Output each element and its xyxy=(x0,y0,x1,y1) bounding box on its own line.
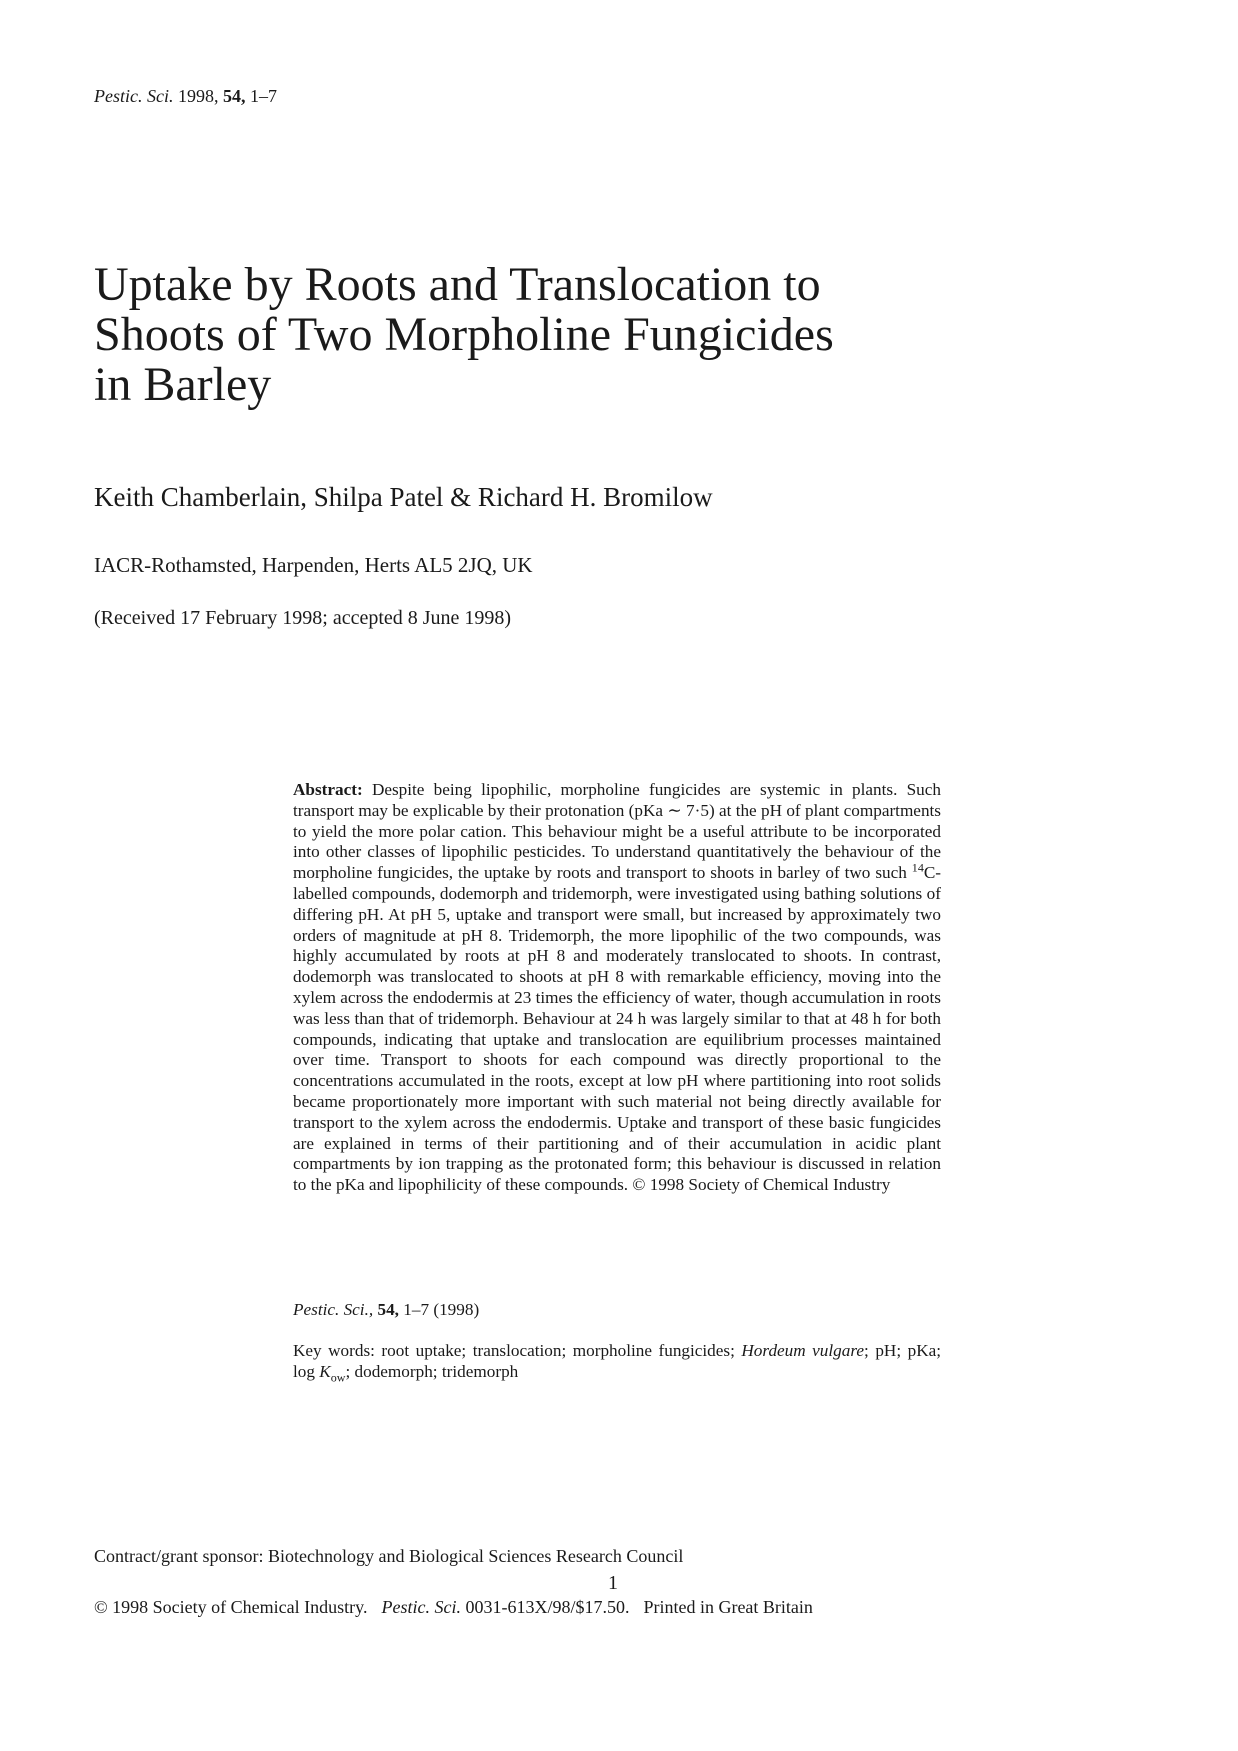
journal-header xyxy=(94,86,277,107)
keywords-text-1: Key words: root uptake; translocation; morpholine fungicides; xyxy=(293,1341,735,1360)
article-title xyxy=(94,260,994,410)
abstract-paragraph xyxy=(293,780,941,1196)
title-line-1: Uptake by Roots and Translocation to xyxy=(94,258,821,311)
abstract-text-part-2: C-labelled compounds, dodemorph and tridemorph, were investigated using bathing solutions of differing pH. At pH 5, uptake and transport were small, but increased by approximately two orders of magnitude at pH 8. Tridemorph, the more lipophilic of the two compounds, was highly accumulated by roots at pH 8 and moderately translocated to shoots. In contrast, dodemorph was translocated to shoots at pH 8 with remarkable efficiency, moving into the xylem across the endodermis at 23 times the efficiency of water, though accumulation in roots was less than that of tridemorph. Behaviour at 24 h was largely similar to that at 48 h for both compounds, indicating that uptake and translocation are equilibrium processes maintained over time. Transport to shoots for each compound was directly proportional to the concentrations accumulated in the roots, except at low pH where partitioning into root solids became proportionately more important with such material not being directly available for transport to the xylem across the endodermis. Uptake and transport of these basic fungicides are explained in terms of their partitioning and of their accumulation in acidic plant compartments by ion trapping as the protonated form; this behaviour is discussed in relation to the pKa and lipophilicity of these compounds. © 1998 Society of Chemical Industry xyxy=(293,863,942,1195)
journal-name: Pestic. Sci. xyxy=(94,86,174,106)
citation-journal: Pestic. Sci., xyxy=(293,1300,374,1319)
keywords-species: Hordeum vulgare xyxy=(741,1341,865,1360)
keywords-k: K xyxy=(319,1361,331,1381)
keywords-text-3: ; dodemorph; tridemorph xyxy=(345,1361,519,1381)
abstract-text-part-1: Despite being lipophilic, morpholine fungicides are systemic in plants. Such transport may be explicable by their protonation (pKa ∼ 7·5) at the pH of plant compartments to yield the more polar cation. This behaviour might be a useful attribute to be incorporated into other classes of lipophilic pesticides. To understand quantitatively the behaviour of the morpholine fungicides, the uptake by roots and transport to shoots in barley of two such xyxy=(293,780,941,883)
journal-year: 1998, xyxy=(177,86,219,106)
keywords-text-2: ; pH; pKa; log xyxy=(293,1341,942,1381)
citation-volume: 54, xyxy=(377,1300,399,1319)
footer-copyright: © 1998 Society of Chemical Industry. xyxy=(94,1597,368,1617)
footer-issn: 0031-613X/98/$17.50. xyxy=(465,1597,630,1617)
keywords xyxy=(293,1341,941,1383)
page-number: 1 xyxy=(608,1572,618,1594)
citation-pages: 1–7 (1998) xyxy=(403,1300,480,1319)
footer-copyright-line xyxy=(94,1597,813,1618)
isotope-superscript: 14 xyxy=(911,860,924,875)
grant-sponsor: Contract/grant sponsor: Biotechnology and Biological Sciences Research Council xyxy=(94,1546,684,1566)
footer-journal: Pestic. Sci. xyxy=(381,1597,461,1617)
title-line-3: in Barley xyxy=(94,358,272,411)
abstract-label: Abstract: xyxy=(293,780,363,799)
author-list: Keith Chamberlain, Shilpa Patel & Richard H. Bromilow xyxy=(94,482,713,512)
journal-volume: 54, xyxy=(222,86,246,106)
journal-pages: 1–7 xyxy=(249,86,277,106)
footer-printed: Printed in Great Britain xyxy=(643,1597,813,1617)
affiliation: IACR-Rothamsted, Harpenden, Herts AL5 2JQ, UK xyxy=(94,553,533,577)
received-dates: (Received 17 February 1998; accepted 8 June 1998) xyxy=(94,607,512,629)
abstract xyxy=(293,780,941,1196)
keywords-k-subscript: ow xyxy=(330,1370,346,1385)
citation xyxy=(293,1300,479,1320)
title-line-2: Shoots of Two Morpholine Fungicides xyxy=(94,308,834,361)
